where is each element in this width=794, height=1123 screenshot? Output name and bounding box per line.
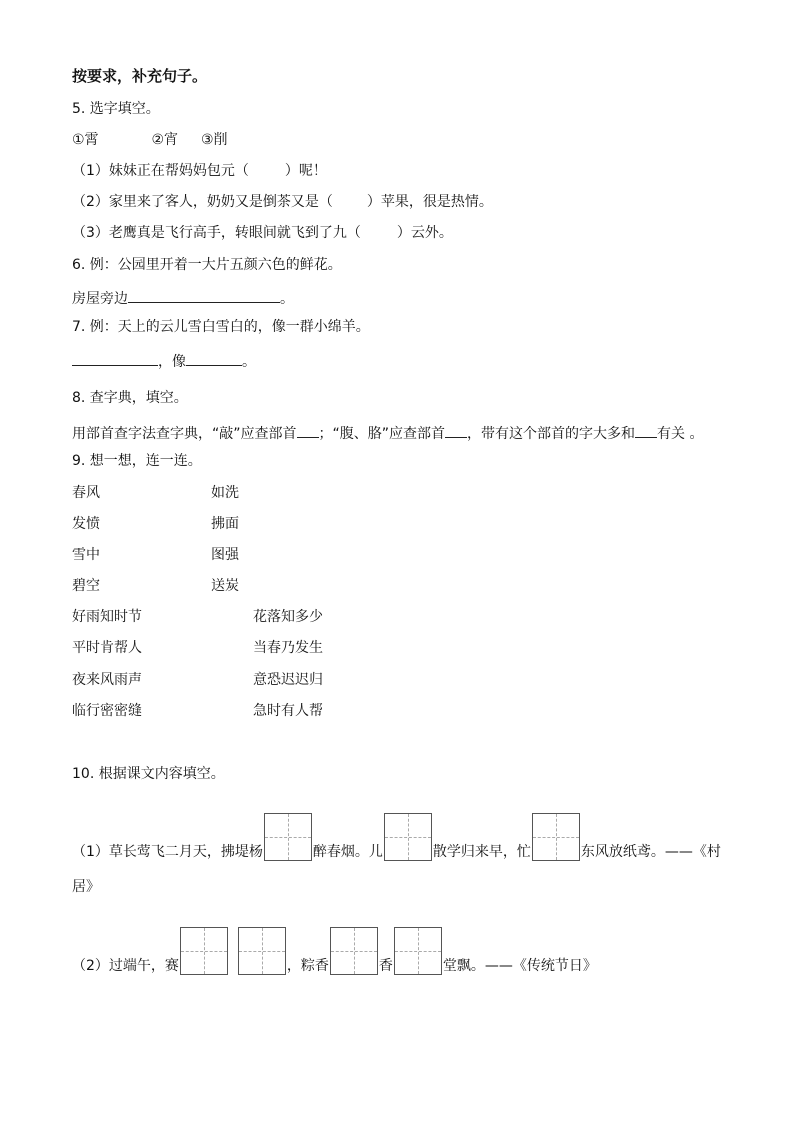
q9-right-a-1: 如洗 [211,485,239,501]
answer-blank[interactable] [635,421,657,438]
q10-line-1-cont: 居》 [72,879,100,895]
tianzige-box[interactable] [264,813,312,861]
q9-left-b-4: 临行密密缝 [72,703,142,719]
q9-left-b-3: 夜来风雨声 [72,672,142,688]
q9-left-a-2: 发愤 [72,516,100,532]
q9-left-a-1: 春风 [72,485,100,501]
q9-right-b-3: 意恐迟迟归 [253,672,323,688]
q5-item-1-text: （1）妹妹正在帮妈妈包元（ [72,163,249,179]
q5-item-2 [72,192,493,212]
q9-right-b-1: 花落知多少 [253,609,323,625]
q8-text-b: ；“腹、胳”应查部首 [318,426,446,442]
q7-answer-end: 。 [242,354,256,370]
answer-blank[interactable] [72,349,158,366]
q5-item-3-text: （3）老鹰真是飞行高手，转眼间就飞到了九（ [72,225,361,241]
q8-text-c: ，带有这个部首的字大多和 [467,426,636,442]
tianzige-box[interactable] [330,927,378,975]
tianzige-box[interactable] [384,813,432,861]
tianzige-box[interactable] [532,813,580,861]
q10-line-1-part-a: （1）草长莺飞二月天，拂堤杨 [72,844,263,860]
q9-right-b-4: 急时有人帮 [253,703,323,719]
tianzige-box[interactable] [238,927,286,975]
q10-title: 10. 根据课文内容填空。 [72,766,225,782]
q6-answer-prefix: 房屋旁边 [72,291,128,307]
q10-line-1-part-c: 散学归来早，忙 [432,844,531,860]
q9-title: 9. 想一想，连一连。 [72,453,202,469]
q7-title: 7. 例：天上的云儿雪白雪白的，像一群小绵羊。 [72,319,370,335]
q7-answer [72,349,256,372]
answer-blank[interactable] [445,421,467,438]
q5-options [72,130,228,150]
q8-text-d: 有关 。 [657,426,704,442]
q5-item-1-end: ）呢！ [284,163,327,179]
q9-left-b-2: 平时肯帮人 [72,640,142,656]
q5-option-3: ③削 [200,132,228,148]
q10-line-2-part-d: 堂飘。——《传统节日》 [442,958,597,974]
q8-text [72,421,703,444]
q7-answer-mid: ，像 [158,354,186,370]
q9-right-b-2: 当春乃发生 [253,640,323,656]
q8-text-a: 用部首查字法查字典，“敲”应查部首 [72,426,297,442]
q10-line-2-part-b: ，粽香 [286,958,329,974]
q9-right-a-2: 拂面 [211,516,239,532]
q5-item-3 [72,223,453,243]
q5-item-1 [72,161,327,181]
q6-answer [72,286,294,309]
q5-item-3-end: ）云外。 [396,225,453,241]
section-heading: 按要求，补充句子。 [72,67,208,85]
q9-left-b-1: 好雨知时节 [72,609,142,625]
q9-right-a-3: 图强 [211,547,239,563]
q8-title: 8. 查字典，填空。 [72,390,188,406]
q6-answer-end: 。 [280,291,294,307]
q10-line-2-part-c: 香 [378,958,393,974]
q5-item-2-text: （2）家里来了客人，奶奶又是倒茶又是（ [72,194,333,210]
q10-line-1-part-d: 东风放纸鸢。——《村 [580,844,721,860]
q9-left-a-4: 碧空 [72,578,100,594]
q5-option-1: ①霄 [72,132,99,148]
answer-blank[interactable] [186,349,242,366]
q10-line-2 [72,927,597,975]
tianzige-box[interactable] [394,927,442,975]
answer-blank[interactable] [297,421,319,438]
q9-right-a-4: 送炭 [211,578,239,594]
q10-line-1 [72,813,721,861]
q10-line-1-part-b: 醉春烟。儿 [312,844,383,860]
q5-title: 5. 选字填空。 [72,101,160,117]
answer-blank[interactable] [128,286,280,303]
q10-line-2-part-a: （2）过端午，赛 [72,958,179,974]
tianzige-box[interactable] [180,927,228,975]
q9-left-a-3: 雪中 [72,547,100,563]
q5-item-2-end: ）苹果，很是热情。 [366,194,493,210]
q6-title: 6. 例：公园里开着一大片五颜六色的鲜花。 [72,257,342,273]
q5-option-2: ②宵 [151,132,179,148]
